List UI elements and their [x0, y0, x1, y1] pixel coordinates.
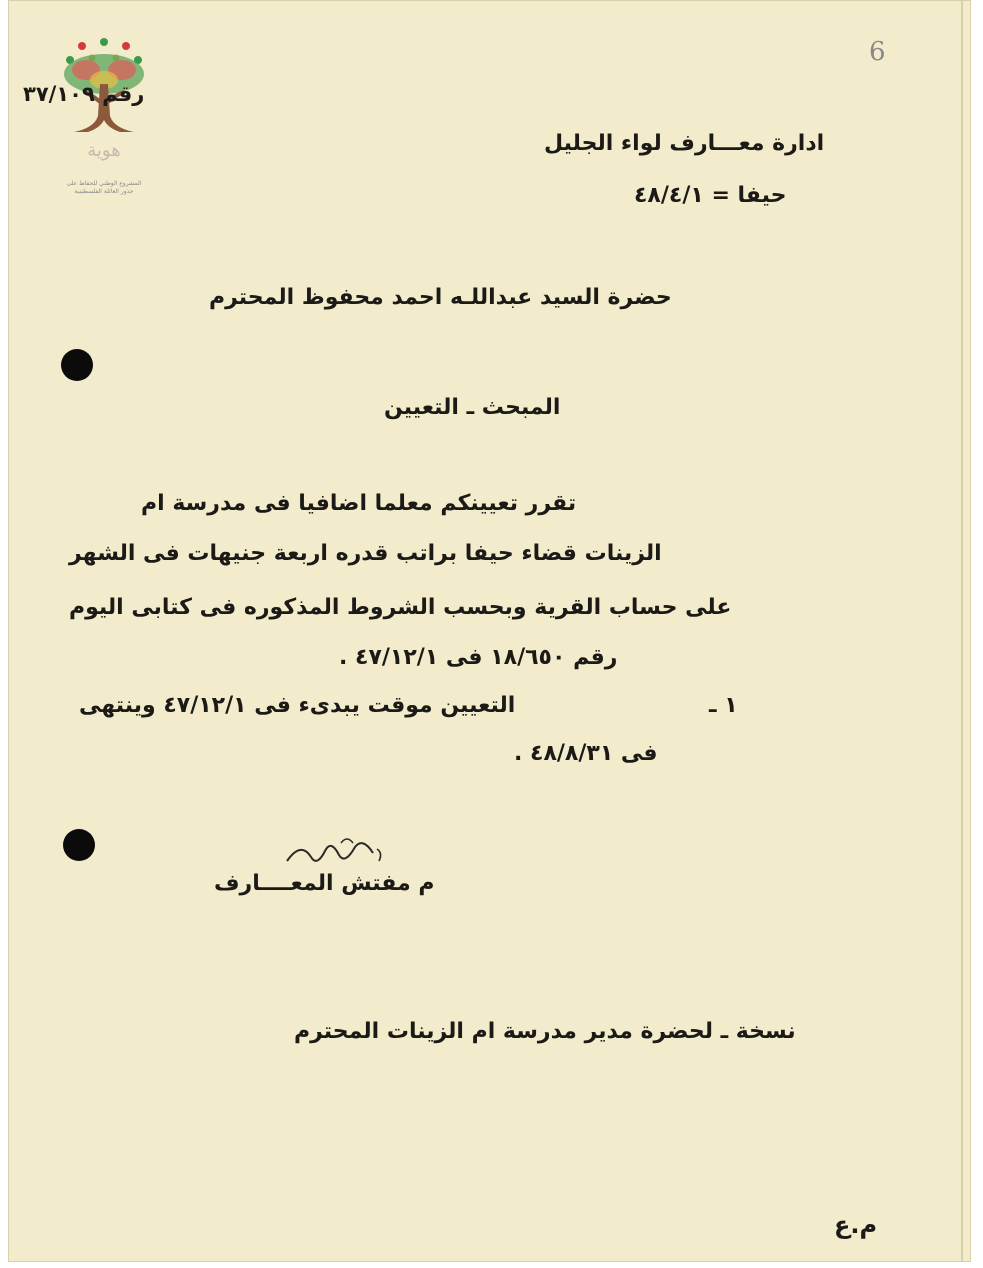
body-line-1: تقرر تعيينكم معلما اضافيا فى مدرسة ام [141, 491, 577, 516]
document-page [8, 0, 971, 1262]
place-date: حيفا = ٤٨/٤/١ [634, 183, 787, 208]
body-line-2: الزينات قضاء حيفا براتب قدره اربعة جنيهات فى الشهر [69, 541, 662, 566]
department-name: ادارة معـــارف لواء الجليل [544, 131, 825, 156]
page-number-mark: 6 [869, 37, 886, 67]
reference-number: رقم ٣٧/١٠٩ [23, 82, 145, 106]
addressee: حضرة السيد عبداللـه احمد محفوظ المحترم [209, 285, 672, 310]
paper-fold-line [961, 1, 963, 1262]
body-line-4: رقم ١٨/٦٥٠ فى ٤٧/١٢/١ . [339, 645, 618, 670]
logo-name: هوية [87, 140, 121, 161]
signatory-title: م مفتش المعــــارف [214, 871, 435, 896]
punch-hole-top [61, 349, 93, 381]
clause-line-1: التعيين موقت يبدىء فى ٤٧/١٢/١ وينتهى [79, 693, 516, 718]
punch-hole-bottom [63, 829, 95, 861]
subject-line: المبحث ـ التعيين [384, 395, 561, 420]
clause-number: ١ ـ [709, 693, 738, 718]
logo-caption-line2: جذور العائلة الفلسطينية [74, 188, 134, 195]
logo-caption-line1: المشروع الوطني للحفاظ على [66, 180, 142, 187]
hawiya-logo [44, 36, 164, 196]
body-line-3: على حساب القرية وبحسب الشروط المذكوره فى كتابى اليوم [69, 595, 732, 620]
footer-mark: م.ع [834, 1211, 878, 1239]
copy-note: نسخة ـ لحضرة مدير مدرسة ام الزينات المحترم [294, 1019, 796, 1044]
clause-line-2: فى ٤٨/٨/٣١ . [514, 741, 658, 766]
